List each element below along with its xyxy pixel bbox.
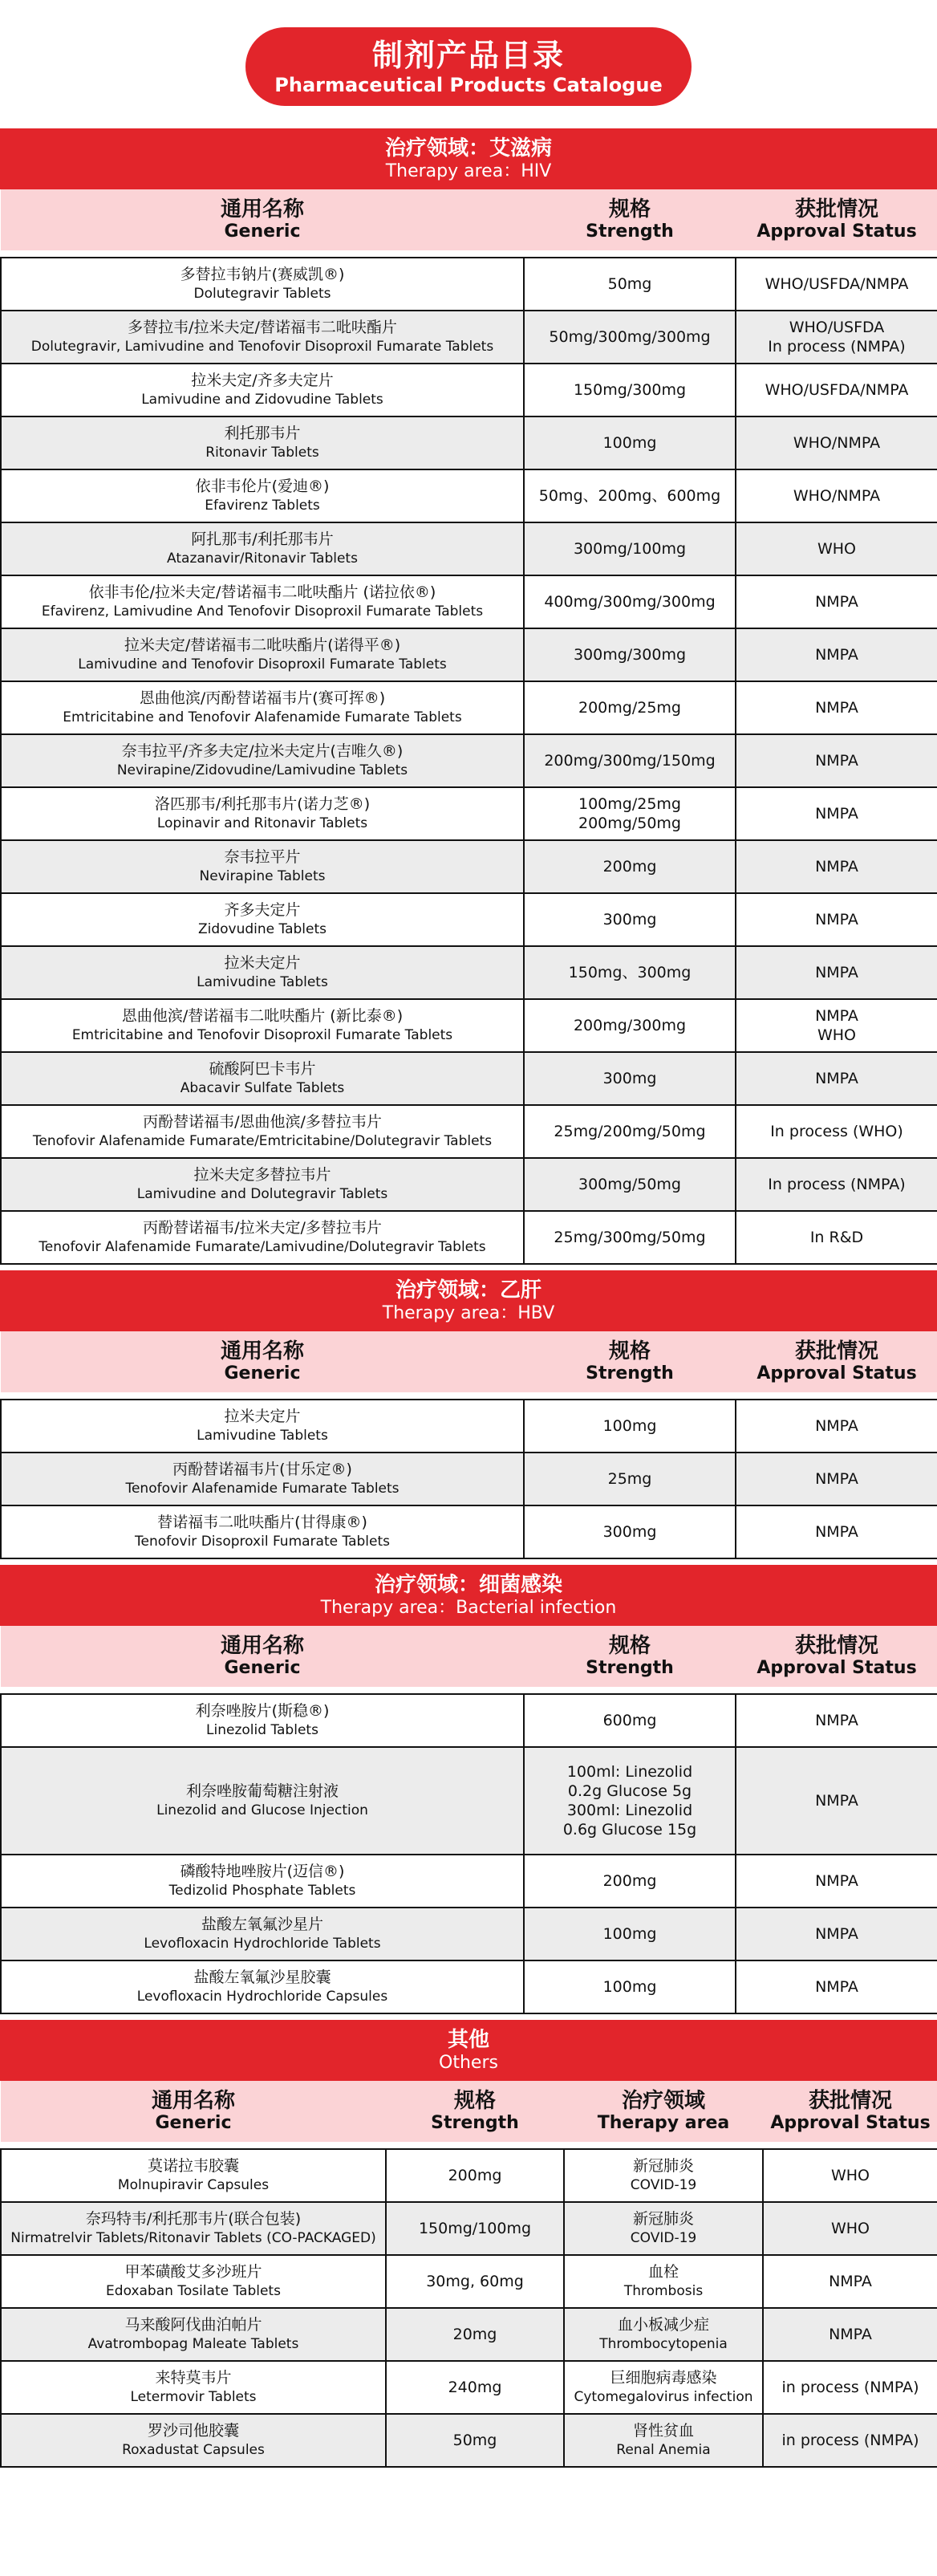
strength-cell: 300mg/300mg — [524, 628, 736, 681]
table-row — [1, 1105, 937, 1158]
approval-status-cell: In R&D — [736, 1211, 937, 1264]
section-title-zh: 治疗领域：乙肝 — [395, 1278, 542, 1302]
table-row — [1, 2361, 937, 2414]
approval-status-cell: NMPA — [736, 1855, 937, 1908]
table-row — [1, 575, 937, 628]
approval-status-cell: NMPA — [736, 1694, 937, 1747]
section-title-en: Therapy area：HIV — [385, 161, 552, 181]
therapy-area-en: COVID-19 — [630, 2230, 697, 2246]
product-name-cell — [1, 469, 524, 522]
strength-cell: 240mg — [386, 2361, 564, 2414]
strength-cell: 200mg/300mg — [524, 999, 736, 1052]
section-title-en: Therapy area：Bacterial infection — [320, 1598, 617, 1618]
product-name-en: Lamivudine Tablets — [197, 974, 328, 990]
product-name-cell — [1, 416, 524, 469]
product-name-en: Tenofovir Disoproxil Fumarate Tablets — [135, 1534, 390, 1550]
product-name-zh: 洛匹那韦/利托那韦片(诺力芝®) — [154, 795, 371, 813]
product-name-zh: 阿扎那韦/利托那韦片 — [191, 530, 334, 548]
table-row — [1, 1052, 937, 1105]
therapy-area-en: Renal Anemia — [616, 2442, 711, 2458]
approval-status-cell: NMPA — [736, 1908, 937, 1960]
page-title-en: Pharmaceutical Products Catalogue — [274, 74, 663, 96]
column-header-approval: 获批情况 Approval Status — [736, 1331, 937, 1393]
table-row — [1, 893, 937, 946]
product-name-cell — [1, 1505, 524, 1558]
approval-status-cell: In process (WHO) — [736, 1105, 937, 1158]
product-name-zh: 盐酸左氧氟沙星胶囊 — [193, 1969, 331, 1986]
therapy-area-cell — [564, 2414, 763, 2467]
section-bacterial — [0, 1565, 937, 2020]
product-name-en: Zidovudine Tablets — [197, 921, 327, 937]
approval-status-cell: NMPA — [736, 1453, 937, 1505]
product-name-cell — [1, 893, 524, 946]
approval-status-cell: WHO — [736, 522, 937, 575]
catalogue-title-banner — [245, 27, 692, 106]
table-row — [1, 1453, 937, 1505]
table-row — [1, 1855, 937, 1908]
product-name-en: Lamivudine and Tenofovir Disoproxil Fumarate Tablets — [78, 656, 447, 672]
page-title-zh: 制剂产品目录 — [371, 38, 565, 73]
strength-cell: 300mg — [524, 1052, 736, 1105]
therapy-area-cell — [564, 2149, 763, 2202]
strength-cell: 400mg/300mg/300mg — [524, 575, 736, 628]
column-header-strength: 规格 Strength — [386, 2081, 564, 2143]
table-row — [1, 1505, 937, 1558]
product-name-en: Molnupiravir Capsules — [117, 2177, 270, 2193]
product-name-en: Linezolid and Glucose Injection — [156, 1802, 368, 1818]
product-name-zh: 马来酸阿伐曲泊帕片 — [124, 2316, 262, 2334]
product-name-zh: 磷酸特地唑胺片(迈信®) — [180, 1863, 345, 1880]
approval-status-cell: NMPA — [736, 1505, 937, 1558]
product-name-zh: 来特莫韦片 — [155, 2369, 232, 2387]
product-name-cell — [1, 1105, 524, 1158]
product-name-cell — [1, 2308, 386, 2361]
product-name-cell — [1, 1158, 524, 1211]
product-name-cell — [1, 2149, 386, 2202]
product-name-cell — [1, 364, 524, 416]
product-name-en: Nevirapine/Zidovudine/Lamivudine Tablets — [116, 762, 408, 778]
approval-status-cell: NMPA — [763, 2255, 937, 2308]
product-name-en: Lamivudine and Zidovudine Tablets — [141, 392, 383, 408]
strength-cell: 100mg — [524, 416, 736, 469]
product-name-zh: 依非韦伦/拉米夫定/替诺福韦二吡呋酯片 (诺拉依®) — [88, 583, 436, 601]
column-header-approval: 获批情况 Approval Status — [736, 1626, 937, 1688]
strength-cell: 25mg/200mg/50mg — [524, 1105, 736, 1158]
therapy-area-cell — [564, 2308, 763, 2361]
strength-cell: 100mg — [524, 1960, 736, 2013]
strength-cell: 50mg/300mg/300mg — [524, 311, 736, 364]
table-row — [1, 681, 937, 734]
product-name-cell — [1, 1400, 524, 1453]
product-name-zh: 利奈唑胺片(斯稳®) — [195, 1702, 330, 1720]
table-row — [1, 840, 937, 893]
approval-status-cell: NMPA — [736, 946, 937, 999]
product-name-zh: 拉米夫定片 — [224, 954, 301, 972]
product-table-hiv — [0, 189, 937, 1270]
product-name-cell — [1, 2255, 386, 2308]
strength-cell: 50mg — [386, 2414, 564, 2467]
table-header-row — [1, 1626, 937, 1688]
product-name-en: Roxadustat Capsules — [122, 2442, 265, 2458]
approval-status-cell: NMPA — [763, 2308, 937, 2361]
column-header-therapy: 治疗领域 Therapy area — [564, 2081, 763, 2143]
table-row — [1, 1211, 937, 1264]
product-name-en: Edoxaban Tosilate Tablets — [106, 2283, 281, 2299]
section-title-en: Therapy area：HBV — [382, 1303, 555, 1323]
product-name-zh: 拉米夫定多替拉韦片 — [193, 1166, 331, 1184]
column-header-generic: 通用名称 Generic — [1, 1626, 524, 1688]
therapy-area-cell — [564, 2361, 763, 2414]
strength-cell: 100ml: Linezolid 0.2g Glucose 5g 300ml: Linezolid 0.6g Glucose 15g — [524, 1747, 736, 1855]
product-name-en: Tenofovir Alafenamide Fumarate/Emtricitabine/Dolutegravir Tablets — [32, 1133, 493, 1149]
approval-status-cell: NMPA — [736, 1052, 937, 1105]
product-name-cell — [1, 840, 524, 893]
product-name-zh: 恩曲他滨/替诺福韦二吡呋酯片 (新比泰®) — [121, 1007, 404, 1025]
product-name-zh: 奈韦拉平/齐多夫定/拉米夫定片(吉唯久®) — [121, 742, 404, 760]
product-name-cell — [1, 1747, 524, 1855]
column-header-strength: 规格 Strength — [524, 1331, 736, 1393]
table-row — [1, 628, 937, 681]
strength-cell: 50mg — [524, 258, 736, 311]
product-name-cell — [1, 2361, 386, 2414]
product-name-cell — [1, 311, 524, 364]
table-row — [1, 2255, 937, 2308]
strength-cell: 300mg — [524, 1505, 736, 1558]
table-row — [1, 2414, 937, 2467]
column-header-generic: 通用名称 Generic — [1, 189, 524, 251]
section-header-bacterial — [0, 1565, 937, 1626]
table-row — [1, 416, 937, 469]
product-name-en: Tedizolid Phosphate Tablets — [168, 1883, 356, 1899]
approval-status-cell: WHO/USFDA/NMPA — [736, 258, 937, 311]
approval-status-cell: NMPA WHO — [736, 999, 937, 1052]
product-name-zh: 奈玛特韦/利托那韦片(联合包装) — [85, 2210, 302, 2228]
strength-cell: 200mg — [386, 2149, 564, 2202]
product-name-en: Efavirenz Tablets — [205, 498, 320, 514]
strength-cell: 150mg/100mg — [386, 2202, 564, 2255]
table-row — [1, 522, 937, 575]
product-name-zh: 莫诺拉韦胶囊 — [147, 2157, 239, 2175]
therapy-area-en: Thrombocytopenia — [599, 2336, 728, 2352]
product-name-zh: 多替拉韦钠片(赛威凯®) — [180, 266, 345, 283]
strength-cell: 25mg — [524, 1453, 736, 1505]
product-name-en: Efavirenz, Lamivudine And Tenofovir Disoproxil Fumarate Tablets — [41, 603, 484, 620]
product-name-en: Linezolid Tablets — [206, 1722, 318, 1738]
catalogue-header — [0, 0, 937, 128]
section-others — [0, 2020, 937, 2473]
table-row — [1, 311, 937, 364]
table-row — [1, 999, 937, 1052]
approval-status-cell: NMPA — [736, 893, 937, 946]
section-hbv — [0, 1270, 937, 1565]
product-name-zh: 替诺福韦二吡呋酯片(甘得康®) — [157, 1514, 367, 1531]
table-row — [1, 734, 937, 787]
product-name-en: Nirmatrelvir Tablets/Ritonavir Tablets (CO-PACKAGED) — [10, 2230, 376, 2246]
product-name-cell — [1, 522, 524, 575]
strength-cell: 150mg、300mg — [524, 946, 736, 999]
section-header-hbv — [0, 1270, 937, 1331]
product-name-cell — [1, 946, 524, 999]
table-row — [1, 1158, 937, 1211]
column-header-strength: 规格 Strength — [524, 1626, 736, 1688]
product-name-zh: 甲苯磺酸艾多沙班片 — [124, 2263, 262, 2281]
approval-status-cell: WHO/USFDA/NMPA — [736, 364, 937, 416]
column-header-generic: 通用名称 Generic — [1, 1331, 524, 1393]
section-title-zh: 治疗领域：艾滋病 — [384, 136, 552, 160]
approval-status-cell: NMPA — [736, 787, 937, 840]
product-name-en: Atazanavir/Ritonavir Tablets — [167, 551, 358, 567]
product-name-en: Lamivudine and Dolutegravir Tablets — [136, 1186, 388, 1202]
product-name-zh: 丙酚替诺福韦/拉米夫定/多替拉韦片 — [143, 1219, 382, 1237]
product-name-en: Avatrombopag Maleate Tablets — [87, 2336, 299, 2352]
product-table-hbv — [0, 1331, 937, 1565]
table-row — [1, 1694, 937, 1747]
product-name-zh: 依非韦伦片(爱迪®) — [195, 477, 330, 495]
product-name-cell — [1, 1960, 524, 2013]
approval-status-cell: NMPA — [736, 1747, 937, 1855]
approval-status-cell: in process (NMPA) — [763, 2361, 937, 2414]
strength-cell: 300mg/100mg — [524, 522, 736, 575]
strength-cell: 100mg/25mg 200mg/50mg — [524, 787, 736, 840]
product-name-cell — [1, 999, 524, 1052]
table-row — [1, 469, 937, 522]
column-header-approval: 获批情况 Approval Status — [763, 2081, 937, 2143]
product-name-en: Ritonavir Tablets — [205, 445, 319, 461]
strength-cell: 300mg/50mg — [524, 1158, 736, 1211]
strength-cell: 30mg, 60mg — [386, 2255, 564, 2308]
therapy-area-en: COVID-19 — [630, 2177, 697, 2193]
table-row — [1, 946, 937, 999]
product-name-cell — [1, 787, 524, 840]
strength-cell: 25mg/300mg/50mg — [524, 1211, 736, 1264]
product-name-zh: 多替拉韦/拉米夫定/替诺福韦二吡呋酯片 — [128, 319, 397, 336]
product-name-en: Nevirapine Tablets — [199, 868, 326, 884]
strength-cell: 200mg/25mg — [524, 681, 736, 734]
product-name-en: Tenofovir Alafenamide Fumarate Tablets — [125, 1481, 400, 1497]
product-name-en: Emtricitabine and Tenofovir Alafenamide Fumarate Tablets — [63, 709, 462, 725]
product-name-cell — [1, 1908, 524, 1960]
therapy-area-zh: 新冠肺炎 — [632, 2210, 694, 2228]
approval-status-cell: NMPA — [736, 681, 937, 734]
table-row — [1, 1400, 937, 1453]
product-name-en: Lopinavir and Ritonavir Tablets — [156, 815, 368, 831]
therapy-area-zh: 肾性贫血 — [632, 2422, 694, 2440]
approval-status-cell: NMPA — [736, 840, 937, 893]
strength-cell: 100mg — [524, 1908, 736, 1960]
product-name-zh: 奈韦拉平片 — [224, 848, 301, 866]
table-row — [1, 2202, 937, 2255]
column-header-approval: 获批情况 Approval Status — [736, 189, 937, 251]
product-name-zh: 拉米夫定/替诺福韦二吡呋酯片(诺得平®) — [124, 636, 401, 654]
approval-status-cell: NMPA — [736, 575, 937, 628]
product-name-cell — [1, 681, 524, 734]
product-name-cell — [1, 2414, 386, 2467]
table-row — [1, 258, 937, 311]
approval-status-cell: NMPA — [736, 1960, 937, 2013]
approval-status-cell: NMPA — [736, 628, 937, 681]
product-name-zh: 罗沙司他胶囊 — [147, 2422, 239, 2440]
strength-cell: 600mg — [524, 1694, 736, 1747]
therapy-area-cell — [564, 2255, 763, 2308]
table-row — [1, 364, 937, 416]
product-name-zh: 丙酚替诺福韦/恩曲他滨/多替拉韦片 — [143, 1113, 382, 1131]
product-name-en: Levofloxacin Hydrochloride Tablets — [144, 1936, 381, 1952]
product-table-bacterial — [0, 1626, 937, 2020]
approval-status-cell: WHO/USFDA In process (NMPA) — [736, 311, 937, 364]
product-name-cell — [1, 1694, 524, 1747]
therapy-area-en: Thrombosis — [623, 2283, 704, 2299]
product-name-zh: 硫酸阿巴卡韦片 — [209, 1060, 316, 1078]
product-name-en: Lamivudine Tablets — [197, 1428, 328, 1444]
table-row — [1, 787, 937, 840]
product-name-zh: 齐多夫定片 — [224, 901, 301, 919]
product-name-zh: 恩曲他滨/丙酚替诺福韦片(赛可挥®) — [139, 689, 386, 707]
approval-status-cell: NMPA — [736, 734, 937, 787]
product-name-en: Levofloxacin Hydrochloride Capsules — [136, 1989, 388, 2005]
table-row — [1, 1747, 937, 1855]
therapy-area-zh: 血栓 — [647, 2263, 679, 2281]
product-name-cell — [1, 575, 524, 628]
product-name-zh: 丙酚替诺福韦片(甘乐定®) — [172, 1461, 352, 1478]
table-header-row — [1, 2081, 937, 2143]
product-name-cell — [1, 1855, 524, 1908]
product-name-cell — [1, 628, 524, 681]
product-name-en: Dolutegravir Tablets — [193, 286, 331, 302]
strength-cell: 100mg — [524, 1400, 736, 1453]
table-row — [1, 1908, 937, 1960]
approval-status-cell: In process (NMPA) — [736, 1158, 937, 1211]
approval-status-cell: in process (NMPA) — [763, 2414, 937, 2467]
strength-cell: 50mg、200mg、600mg — [524, 469, 736, 522]
section-title-en: Others — [439, 2053, 498, 2073]
section-header-others — [0, 2020, 937, 2081]
product-name-cell — [1, 1211, 524, 1264]
strength-cell: 200mg — [524, 840, 736, 893]
section-hiv — [0, 128, 937, 1270]
therapy-area-zh: 巨细胞病毒感染 — [610, 2369, 717, 2387]
strength-cell: 200mg — [524, 1855, 736, 1908]
column-header-strength: 规格 Strength — [524, 189, 736, 251]
section-title-zh: 其他 — [447, 2028, 489, 2052]
product-name-zh: 利托那韦片 — [224, 425, 301, 442]
product-name-en: Tenofovir Alafenamide Fumarate/Lamivudine/Dolutegravir Tablets — [39, 1239, 486, 1255]
therapy-area-zh: 新冠肺炎 — [632, 2157, 694, 2175]
therapy-area-cell — [564, 2202, 763, 2255]
approval-status-cell: WHO/NMPA — [736, 469, 937, 522]
product-table-others — [0, 2081, 937, 2473]
table-header-row — [1, 189, 937, 251]
product-name-cell — [1, 734, 524, 787]
section-title-zh: 治疗领域：细菌感染 — [374, 1573, 562, 1597]
therapy-area-zh: 血小板减少症 — [617, 2316, 709, 2334]
strength-cell: 300mg — [524, 893, 736, 946]
approval-status-cell: WHO/NMPA — [736, 416, 937, 469]
table-row — [1, 2308, 937, 2361]
product-name-zh: 拉米夫定/齐多夫定片 — [191, 372, 334, 389]
section-header-hiv — [0, 128, 937, 189]
table-row — [1, 2149, 937, 2202]
product-name-en: Letermovir Tablets — [130, 2389, 257, 2405]
table-row — [1, 1960, 937, 2013]
product-name-cell — [1, 1453, 524, 1505]
approval-status-cell: WHO — [763, 2149, 937, 2202]
product-name-en: Emtricitabine and Tenofovir Disoproxil Fumarate Tablets — [71, 1027, 453, 1043]
approval-status-cell: NMPA — [736, 1400, 937, 1453]
approval-status-cell: WHO — [763, 2202, 937, 2255]
product-name-en: Abacavir Sulfate Tablets — [180, 1080, 345, 1096]
product-name-cell — [1, 2202, 386, 2255]
strength-cell: 200mg/300mg/150mg — [524, 734, 736, 787]
product-name-en: Dolutegravir, Lamivudine and Tenofovir Disoproxil Fumarate Tablets — [30, 339, 494, 355]
strength-cell: 150mg/300mg — [524, 364, 736, 416]
product-name-zh: 拉米夫定片 — [224, 1408, 301, 1425]
column-header-generic: 通用名称 Generic — [1, 2081, 386, 2143]
therapy-area-en: Cytomegalovirus infection — [574, 2389, 753, 2405]
table-header-row — [1, 1331, 937, 1393]
product-name-zh: 盐酸左氧氟沙星片 — [201, 1916, 323, 1933]
product-name-cell — [1, 1052, 524, 1105]
product-name-cell — [1, 258, 524, 311]
strength-cell: 20mg — [386, 2308, 564, 2361]
product-name-zh: 利奈唑胺葡萄糖注射液 — [185, 1782, 339, 1800]
